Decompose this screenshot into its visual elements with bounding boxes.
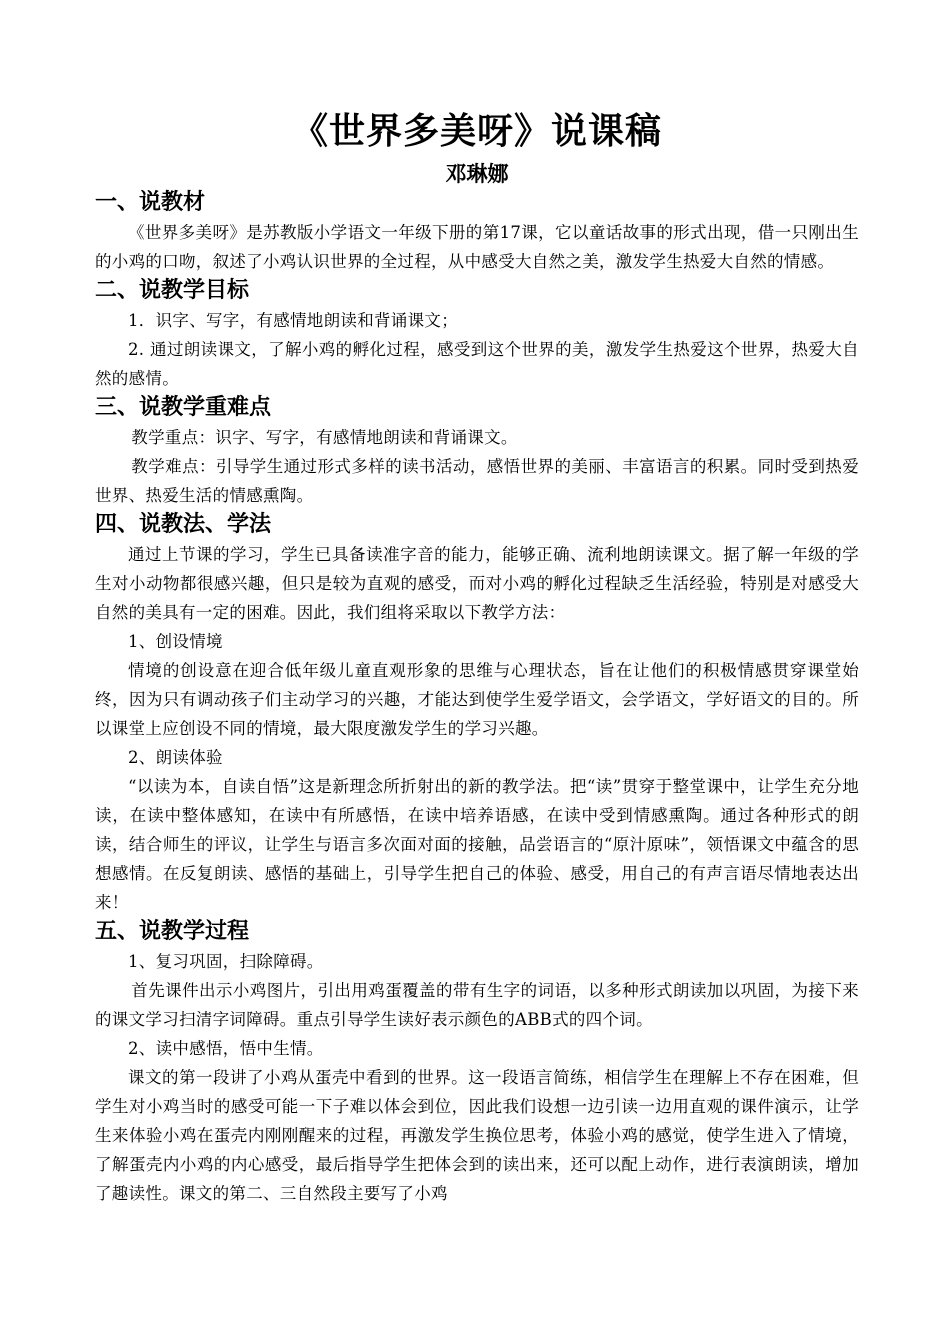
section-methods: [95, 510, 859, 917]
section-heading: 五、说教学过程: [95, 919, 250, 944]
document-title: 《世界多美呀》说课稿: [291, 111, 662, 152]
paragraph: 课文的第一段讲了小鸡从蛋壳中看到的世界。这一段语言简练，相信学生在理解上不存在困难，但学生对小鸡当时的感受可能一下子难以体会到位，因此我们设想一边引读一边用直观的课件演示，让学生来体验小鸡在蛋壳内刚刚醒来的过程，再激发学生换位思考，体验小鸡的感觉，使学生进入了情境，了解蛋壳内小鸡的内心感受，最后指导学生把体会到的读出来，还可以配上动作，进行表演朗读，增加了趣读性。课文的第二、三自然段主要写了小鸡: [95, 1068, 859, 1203]
paragraph: 教学重点：识字、写字，有感情地朗读和背诵课文。: [131, 428, 518, 447]
author-name: 邓琳娜: [445, 162, 509, 186]
section-materials: [95, 188, 859, 276]
section-heading: 一、说教材: [95, 190, 206, 215]
paragraph: 1、创设情境: [128, 632, 223, 651]
paragraph: 1．识字、写字，有感情地朗读和背诵课文；: [128, 311, 458, 330]
section-key-points: [95, 393, 859, 510]
section-heading: 二、说教学目标: [95, 278, 250, 303]
paragraph: 2. 通过朗读课文，了解小鸡的孵化过程，感受到这个世界的美，激发学生热爱这个世界，热爱大自然的感情。: [95, 340, 859, 388]
document-page: [95, 108, 859, 1208]
section-process: [95, 917, 859, 1208]
paragraph: 《世界多美呀》是苏教版小学语文一年级下册的第17课，它以童话故事的形式出现，借一只刚出生的小鸡的口吻，叙述了小鸡认识世界的全过程，从中感受大自然之美，激发学生热爱大自然的情感。: [95, 223, 859, 271]
paragraph: 2、朗读体验: [128, 748, 223, 767]
paragraph: 2、读中感悟，悟中生情。: [128, 1039, 324, 1058]
paragraph: 1、复习巩固，扫除障碍。: [128, 952, 324, 971]
section-objectives: [95, 276, 859, 393]
section-heading: 三、说教学重难点: [95, 395, 272, 420]
paragraph: 首先课件出示小鸡图片，引出用鸡蛋覆盖的带有生字的词语，以多种形式朗读加以巩固，为接下来的课文学习扫清字词障碍。重点引导学生读好表示颜色的ABB式的四个词。: [95, 981, 859, 1029]
paragraph: “以读为本，自读自悟”这是新理念所折射出的新的教学法。把“读”贯穿于整堂课中，让学生充分地读，在读中整体感知，在读中有所感悟，在读中培养语感，在读中受到情感熏陶。通过各种形式的朗读，结合师生的评议，让学生与语言多次面对面的接触，品尝语言的“原汁原味”，领悟课文中蕴含的思想感情。在反复朗读、感悟的基础上，引导学生把自己的体验、感受，用自己的有声言语尽情地表达出来！: [95, 777, 859, 912]
section-heading: 四、说教法、学法: [95, 512, 272, 537]
paragraph: 情境的创设意在迎合低年级儿童直观形象的思维与心理状态，旨在让他们的积极情感贯穿课堂始终，因为只有调动孩子们主动学习的兴趣，才能达到使学生爱学语文，会学语文，学好语文的目的。所以课堂上应创设不同的情境，最大限度激发学生的学习兴趣。: [95, 661, 859, 738]
paragraph: 教学难点：引导学生通过形式多样的读书活动，感悟世界的美丽、丰富语言的积累。同时受到热爱世界、热爱生活的情感熏陶。: [95, 457, 859, 505]
paragraph: 通过上节课的学习，学生已具备读准字音的能力，能够正确、流利地朗读课文。据了解一年级的学生对小动物都很感兴趣，但只是较为直观的感受，而对小鸡的孵化过程缺乏生活经验，特别是对感受大自然的美具有一定的困难。因此，我们组将采取以下教学方法：: [95, 545, 859, 622]
